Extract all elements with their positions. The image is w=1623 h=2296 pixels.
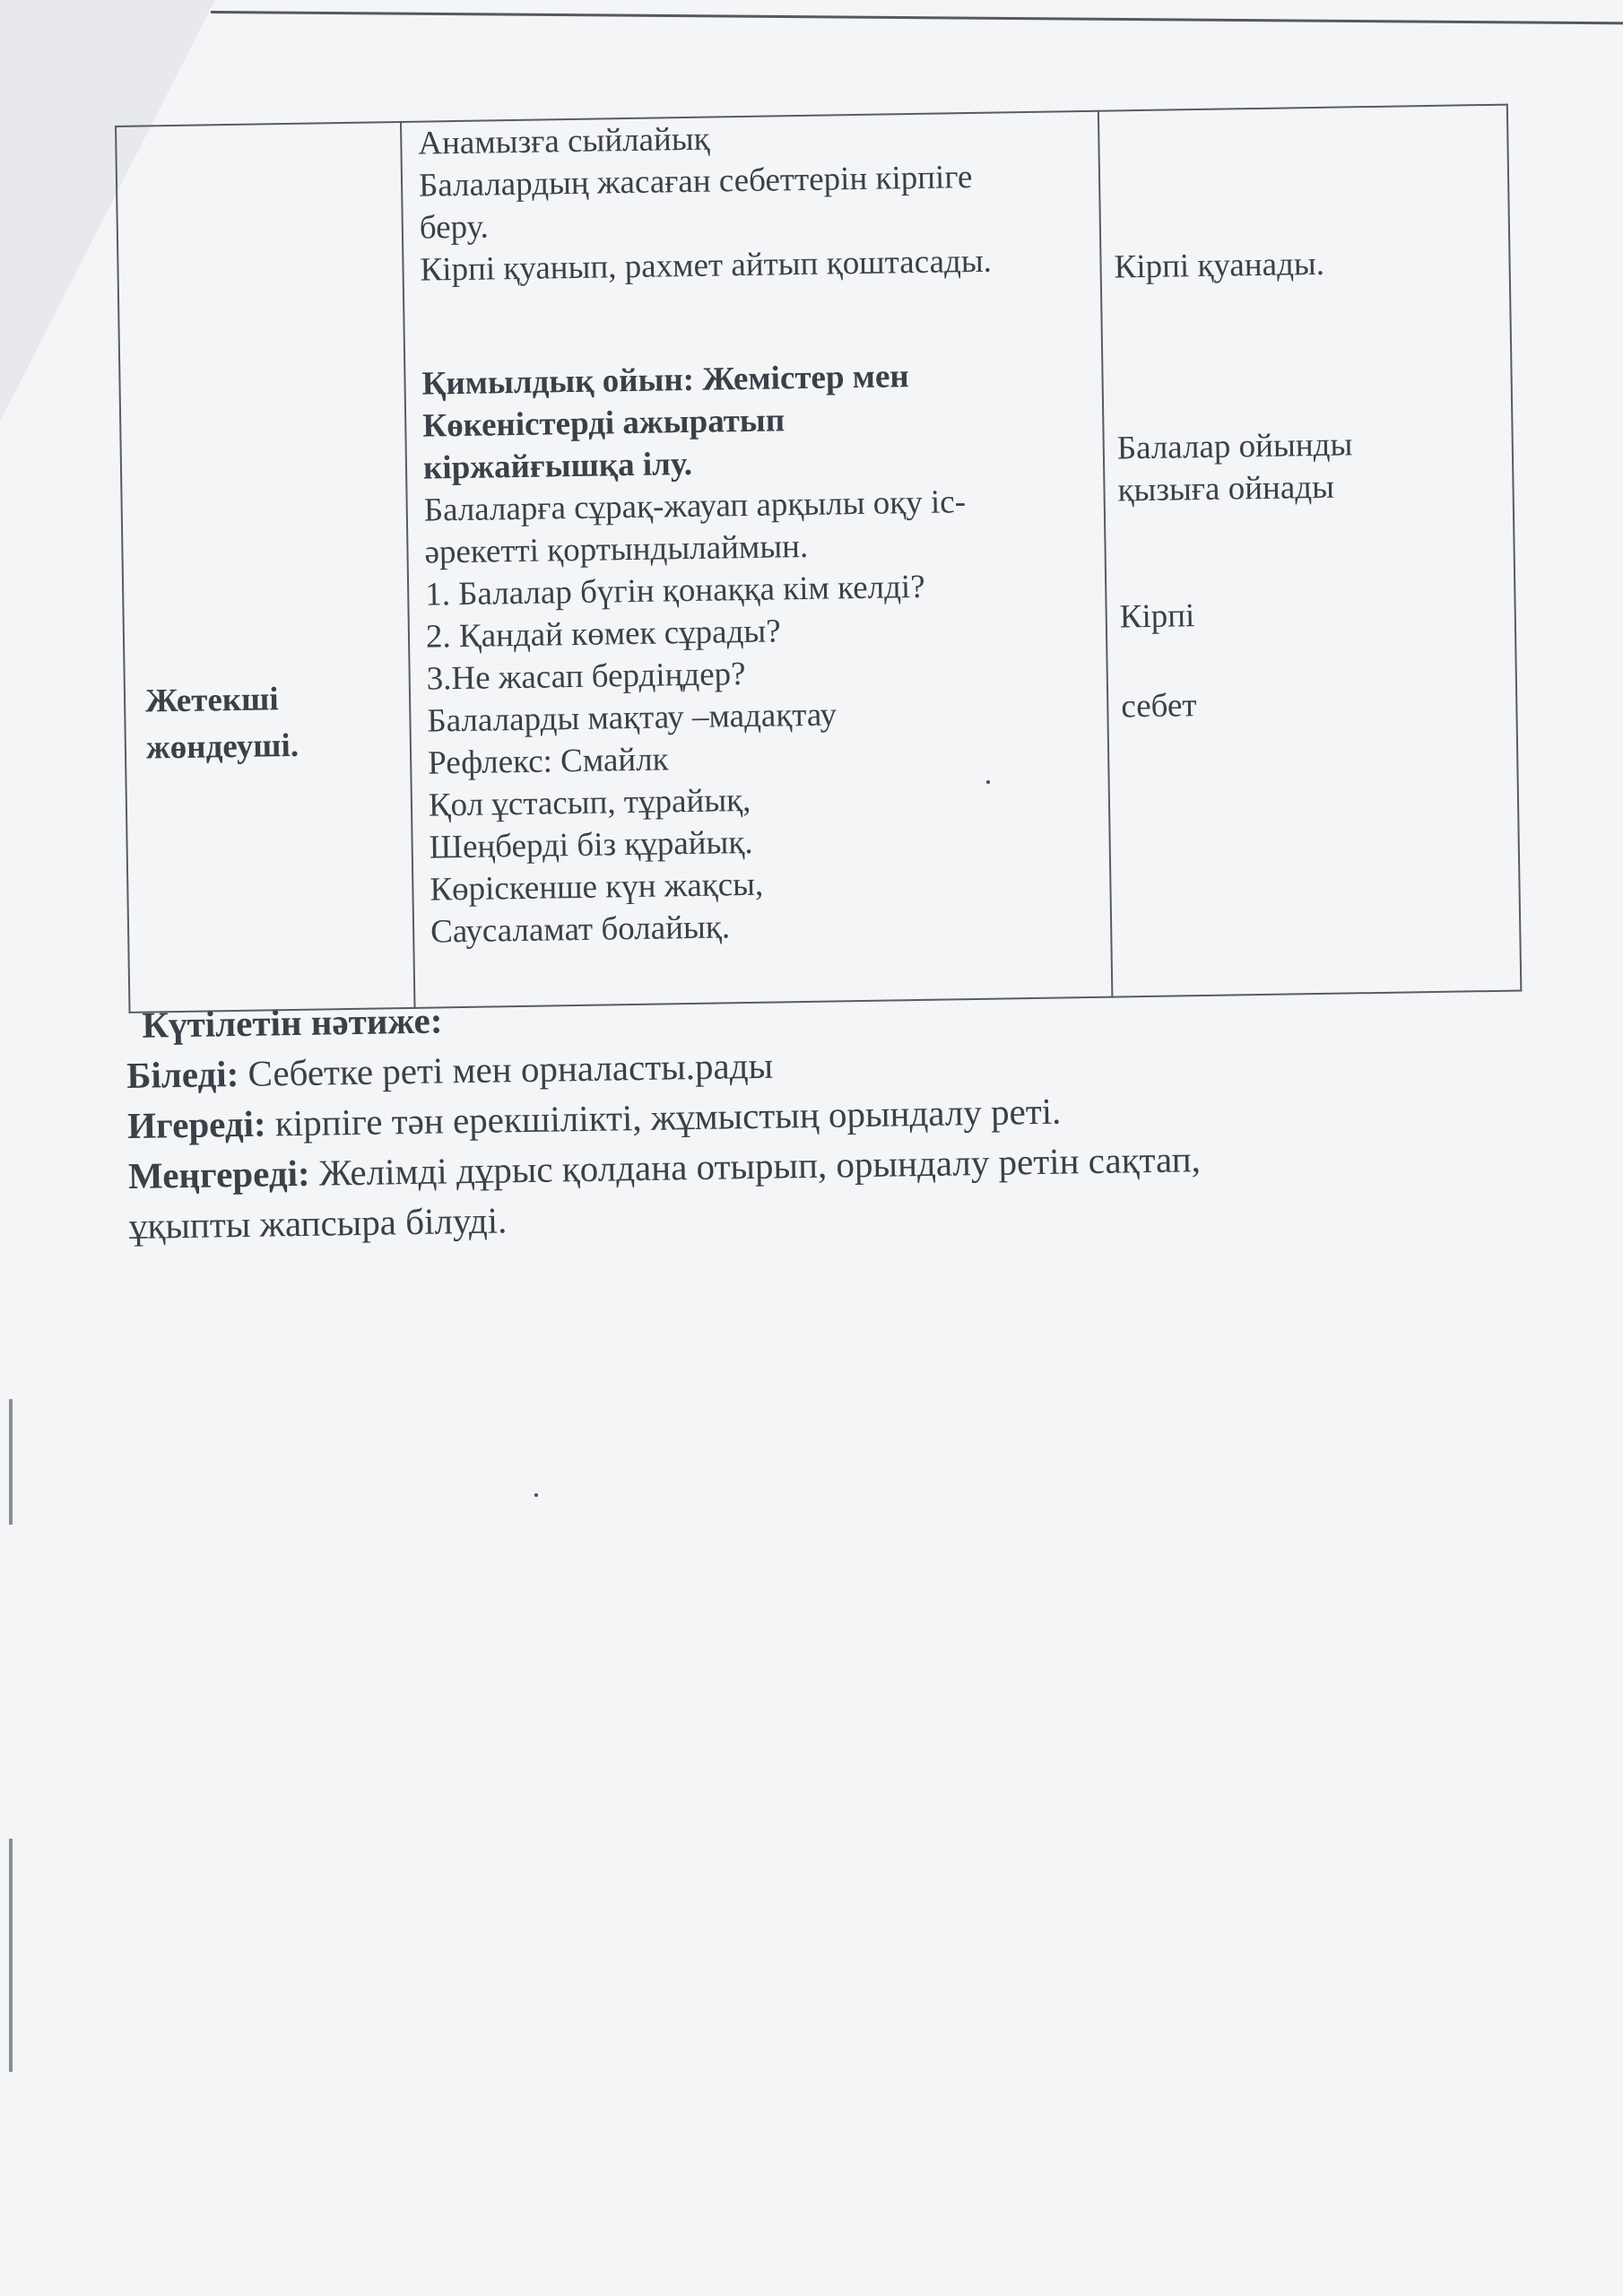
teacher-line: Балалардың жасаған себеттерін кірпіге bbox=[418, 158, 973, 204]
scan-edge-mark bbox=[9, 1839, 13, 2072]
teacher-line: Балаларды мақтау –мадақтау bbox=[427, 696, 838, 740]
question-line: 3.Не жасап бердіңдер? bbox=[426, 656, 746, 698]
masters-text: кірпіге тән ерекшілікті, жұмыстың орындалу реті. bbox=[265, 1090, 1062, 1144]
top-edge-line bbox=[211, 11, 1623, 24]
poem-line: Шеңберді біз құрайық. bbox=[429, 823, 753, 866]
results-skills-cont: ұқыпты жапсыра білуді. bbox=[128, 1199, 508, 1247]
child-answer-1: Кірпі bbox=[1119, 597, 1195, 636]
child-response-play-2: қызыға ойнады bbox=[1117, 468, 1335, 509]
role-line-1: Жетекші bbox=[144, 681, 279, 720]
game-title-line: Қимылдық ойын: Жемістер мен bbox=[421, 358, 909, 403]
table-row bbox=[116, 105, 1521, 1013]
teacher-line: Кірпі қуанып, рахмет айтып қоштасады. bbox=[420, 242, 993, 289]
lesson-table bbox=[115, 104, 1522, 1013]
knows-label: Біледі: bbox=[126, 1053, 239, 1096]
teacher-line: беру. bbox=[419, 208, 489, 247]
reflex-line: Рефлекс: Смайлк bbox=[427, 741, 669, 782]
lesson-table-wrapper bbox=[115, 104, 1520, 1013]
masters-label: Игереді: bbox=[126, 1102, 266, 1146]
children-activity-cell bbox=[1098, 105, 1521, 997]
teacher-line: Балаларға сұрақ-жауап арқылы оқу іс- bbox=[423, 483, 967, 529]
skills-text: Желімді дұрыс қолдана отырып, орындалу ретін сақтап, bbox=[309, 1138, 1202, 1194]
teacher-line: Анамызға сыйлайық bbox=[418, 120, 710, 162]
teacher-line: әрекетті қортындылаймын. bbox=[424, 527, 809, 571]
role-label bbox=[145, 676, 299, 772]
child-answer-2: себет bbox=[1120, 687, 1197, 726]
question-line: 2. Қандай көмек сұрады? bbox=[425, 613, 781, 656]
scan-edge-mark bbox=[9, 1399, 13, 1525]
scan-speck bbox=[986, 780, 990, 784]
expected-results bbox=[126, 978, 1564, 1251]
child-response-play-1: Балалар ойынды bbox=[1116, 426, 1353, 467]
skills-label: Меңгереді: bbox=[127, 1152, 310, 1196]
game-title-line: Көкеністерді ажыратып bbox=[421, 402, 785, 445]
role-cell bbox=[116, 122, 414, 1013]
game-title-line: кіржайғышқа ілу. bbox=[422, 445, 693, 487]
role-line-2: жөндеуші. bbox=[145, 726, 299, 767]
spacer bbox=[421, 281, 1090, 363]
results-heading: Күтілетін нәтиже: bbox=[142, 999, 443, 1046]
poem-line: Қол ұстасып, тұрайық, bbox=[428, 781, 751, 824]
knows-text: Себетке реті мен орналасты.рады bbox=[238, 1044, 774, 1095]
teacher-activity-cell bbox=[401, 111, 1112, 1008]
poem-line: Көріскенше күн жақсы, bbox=[430, 865, 764, 909]
question-line: 1. Балалар бүгін қонаққа кім келді? bbox=[424, 568, 925, 613]
poem-line: Саусаламат болайық. bbox=[430, 909, 731, 951]
child-response-happy: Кірпі қуанады. bbox=[1114, 245, 1325, 286]
scan-speck bbox=[534, 1493, 538, 1497]
